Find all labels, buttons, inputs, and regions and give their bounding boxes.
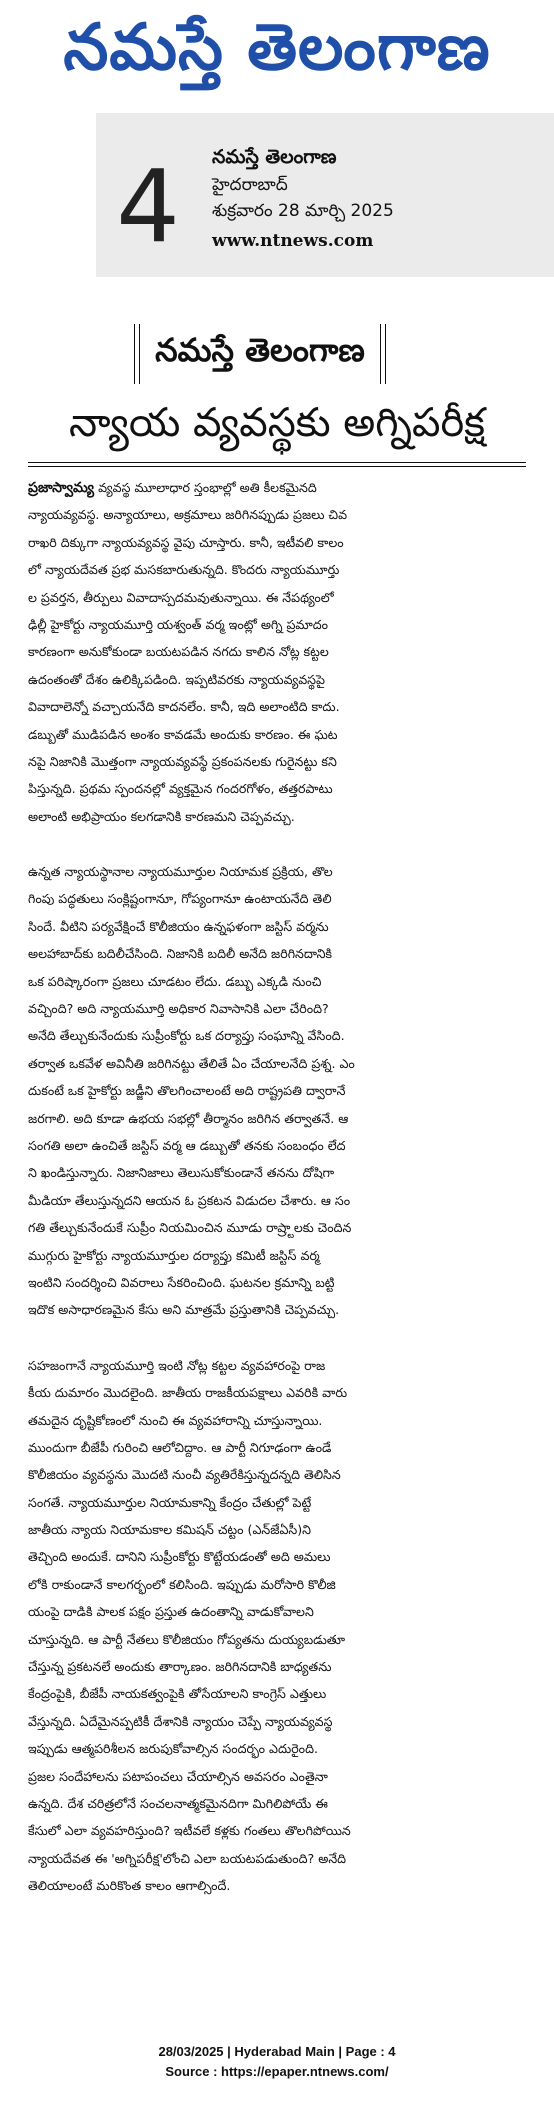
headline-rule xyxy=(28,466,526,467)
article-line xyxy=(28,474,526,501)
article-line: సంగతే. న్యాయమూర్తుల నియామకాన్ని కేంద్రం చేతుల్లో పెట్టే xyxy=(28,1494,312,1510)
article-line: తమదైన దృష్టికోణంలో నుంచి ఈ వ్యవహారాన్ని చూస్తున్నాయి. xyxy=(28,1412,323,1428)
article-line: దుకంటే ఒక హైకోర్టు జడ్జీని తొలగించాలంటే అది రాష్ట్రపతి ద్వారానే xyxy=(28,1083,346,1099)
article-line: సంగతి అలా ఉంచితే జస్టిస్ వర్మ ఆ డబ్బుతో తనకు సంబంధం లేద xyxy=(28,1137,346,1153)
website-link[interactable]: www.ntnews.com xyxy=(212,231,374,251)
article-line: ఢిల్లీ హైకోర్టు న్యాయమూర్తి యశ్వంత్ వర్మ ఇంట్లో అగ్ని ప్రమాదం xyxy=(28,616,329,632)
article-line: ఇప్పుడు ఆత్మపరిశీలన జరుపుకోవాల్సిన సందర్భం ఎదురైంది. xyxy=(28,1741,318,1757)
masthead-logo: నమస్తే తెలంగాణ xyxy=(63,10,491,85)
page-number: 4 xyxy=(116,148,180,265)
article-line: అలాంటి అభిప్రాయం కలగడానికి కారణమని చెప్పవచ్చు. xyxy=(28,808,295,824)
article-body xyxy=(28,474,526,1900)
article-line: కేంద్రంపైకి, బీజేపీ నాయకత్వంపైకి తోసేయాలని కాంగ్రెస్ ఎత్తులు xyxy=(28,1686,327,1702)
article-line: ముందుగా బీజేపీ గురించి ఆలోచిద్దాం. ఆ పార్టీ నిగూఢంగా ఉండే xyxy=(28,1439,332,1455)
article-line: తెలియాలంటే మరికొంత కాలం ఆగాల్సిందే. xyxy=(28,1878,231,1894)
article-line: అనేది తేల్చుకునేందుకు సుప్రీంకోర్టు ఒక దర్యాప్తు సంఘాన్ని వేసింది. xyxy=(28,1028,345,1044)
article-line: వచ్చింది? అది న్యాయమూర్తి అధికార నివాసానికి ఎలా చేరింది? xyxy=(28,1001,329,1017)
article-line: మీడియా తేలుస్తున్నదని ఆయన ఓ ప్రకటన విడుదల చేశారు. ఆ సం xyxy=(28,1192,351,1208)
article-line: ఉన్నది. దేశ చరిత్రలోనే సంచలనాత్మకమైనదిగా మిగిలిపోయే ఈ xyxy=(28,1795,328,1811)
article-line: ఇదొక అసాధారణమైన కేసు అని మాత్రమే ప్రస్తుతానికి చెప్పవచ్చు. xyxy=(28,1302,340,1318)
article-paragraph xyxy=(28,858,526,1324)
article-line: ఇంటిని సందర్శించి వివరాలు సేకరించింది. ఘటనల క్రమాన్ని బట్టి xyxy=(28,1274,335,1290)
article-line: ఒక పరిష్కారంగా ప్రజలు చూడటం లేదు. డబ్బు ఎక్కడి నుంచి xyxy=(28,973,322,989)
article-line: నపై నిజానికి మొత్తంగా న్యాయవ్యవస్థే ప్రకంపనలకు గురైనట్టు కని xyxy=(28,753,337,769)
article-line: ఉదంతంతో దేశం ఉలిక్కిపడింది. ఇప్పటివరకు న్యాయవ్యవస్థపై xyxy=(28,671,325,687)
masthead xyxy=(0,0,554,110)
article-line: జాతీయ న్యాయ నియామకాల కమిషన్ చట్టం (ఎన్‌జేఏసీ)ని xyxy=(28,1522,312,1538)
article-line: యంపై దాడికి పాలక పక్షం ప్రస్తుత ఉదంతాన్ని వాడుకోవాలని xyxy=(28,1604,314,1620)
article-line: పిస్తున్నది. ప్రథమ స్పందనల్లో వ్యక్తమైన గందరగోళం, తత్తరపాటు xyxy=(28,781,333,797)
article-line: ముగ్గురు హైకోర్టు న్యాయమూర్తుల దర్యాప్తు కమిటీ జస్టిస్ వర్మ xyxy=(28,1247,320,1263)
article-line: ఉన్నత న్యాయస్థానాల న్యాయమూర్తుల నియామక ప్రక్రియ, తొల xyxy=(28,864,333,880)
divider-right xyxy=(380,324,386,384)
page-footer xyxy=(0,2042,554,2082)
section-brand xyxy=(134,320,386,388)
article-line: కారణంగా అనుకోకుండా బయటపడిన నగదు కాలిన నోట్ల కట్టల xyxy=(28,644,329,660)
article-line: న్యాయదేవత ఈ 'అగ్నిపరీక్ష'లోంచి ఎలా బయటపడుతుంది? అనేది xyxy=(28,1850,347,1866)
article-line: లోకి రాకుండానే కాలగర్భంలో కలిసింది. ఇప్పుడు మరోసారి కొలీజి xyxy=(28,1576,336,1592)
section-brand-text: నమస్తే తెలంగాణ xyxy=(155,331,365,369)
article-paragraph xyxy=(28,474,526,830)
article-headline: న్యాయ వ్యవస్థకు అగ్నిపరీక్ష xyxy=(68,400,486,446)
article-line: చూస్తున్నది. ఆ పార్టీ నేతలు కొలీజియం గోప్యతను దుయ్యబడుతూ xyxy=(28,1631,346,1647)
article-line: ల ప్రవర్తన, తీర్పులు వివాదాస్పదమవుతున్నాయి. ఈ నేపథ్యంలో xyxy=(28,589,334,605)
footer-edition-line: 28/03/2025 | Hyderabad Main | Page : 4 xyxy=(158,2044,396,2059)
article-line: చేస్తున్న ప్రకటనలే అందుకు తార్కాణం. జరిగినదానికి బాధ్యతను xyxy=(28,1659,332,1675)
article-line: వేస్తున్నది. ఏదేమైనప్పటికీ దేశానికి న్యాయం చెప్పే న్యాయవ్యవస్థ xyxy=(28,1713,333,1729)
article-line: జరగాలి. అది కూడా ఉభయ సభల్లో తీర్మానం జరిగిన తర్వాతనే. ఆ xyxy=(28,1110,349,1126)
edition-info xyxy=(212,142,542,258)
article-line: అలహాబాద్‌కు బదిలీచేసింది. నిజానికి బదిలీ అనేది జరిగినదానికి xyxy=(28,946,333,962)
article-line: తెచ్చింది అందుకే. దానిని సుప్రీంకోర్టు కొట్టేయడంతో అది అమలు xyxy=(28,1549,331,1565)
article-line: కీయ దుమారం మొదలైంది. జాతీయ రాజకీయపక్షాలు ఎవరికి వారు xyxy=(28,1385,348,1401)
article-line: ని ఖండిస్తున్నారు. నిజానిజాలు తెలుసుకోకుండానే తనను దోషిగా xyxy=(28,1165,335,1181)
edition-date: శుక్రవారం 28 మార్చి 2025 xyxy=(212,201,394,221)
article-line: గింపు పద్ధతులు సంక్లిష్టంగానూ, గోప్యంగానూ ఉంటాయనేది తెలి xyxy=(28,891,332,907)
headline-rule xyxy=(28,462,526,463)
paper-name: నమస్తే తెలంగాణ xyxy=(212,146,337,168)
article-line: సహజంగానే న్యాయమూర్తి ఇంటి నోట్ల కట్టల వ్యవహారంపై రాజ xyxy=(28,1357,326,1373)
article-line: సిందే. వీటిని పర్యవేక్షించే కొలీజియం ఉన్నఫళంగా జస్టిస్ వర్మను xyxy=(28,918,329,934)
article-line: కేసులో ఎలా వ్యవహరిస్తుంది? ఇటీవలే కళ్లకు గంతలు తొలగిపోయిన xyxy=(28,1823,351,1839)
edition-city: హైదరాబాద్ xyxy=(212,175,288,195)
article-line: న్యాయవ్యవస్థ. అన్యాయాలు, అక్రమాలు జరిగినప్పుడు ప్రజలు చివ xyxy=(28,507,348,523)
article-line: కొలీజియం వ్యవస్థను మొదటి నుంచీ వ్యతిరేకిస్తున్నదన్నది తెలిసిన xyxy=(28,1467,341,1483)
article-line: ప్రజల సందేహాలను పటాపంచలు చేయాల్సిన అవసరం ఎంతైనా xyxy=(28,1768,328,1784)
article-line: డబ్బుతో ముడిపడిన అంశం కావడమే అందుకు కారణం. ఈ ఘట xyxy=(28,726,338,742)
article-line: గతి తేల్చుకునేందుకే సుప్రీం నియమించిన మూడు రాష్ర్టాలకు చెందిన xyxy=(28,1220,352,1236)
article-paragraph xyxy=(28,1352,526,1900)
lead-word: ప్రజాస్వామ్య xyxy=(28,480,95,496)
article-line: తర్వాత ఒకవేళ అవినీతి జరిగినట్టు తేలితే ఏం చేయాలనేది ప్రశ్న. ఎం xyxy=(28,1055,355,1071)
article-line-text: వ్యవస్థ మూలాధార స్తంభాల్లో అతి కీలకమైనది xyxy=(94,480,317,495)
article-line: రాఖరి దిక్కుగా న్యాయవ్యవస్థ వైపు చూస్తారు. కానీ, ఇటీవలి కాలం xyxy=(28,534,344,550)
article-line: వివాదాలెన్నో వచ్చాయనేది కాదనలేం. కానీ, ఇది అలాంటిది కాదు. xyxy=(28,699,340,715)
divider-left xyxy=(134,324,140,384)
article-line: లో న్యాయదేవత ప్రభ మసకబారుతున్నది. కొందరు న్యాయమూర్తు xyxy=(28,562,340,578)
footer-source-link[interactable]: Source : https://epaper.ntnews.com/ xyxy=(165,2064,389,2079)
